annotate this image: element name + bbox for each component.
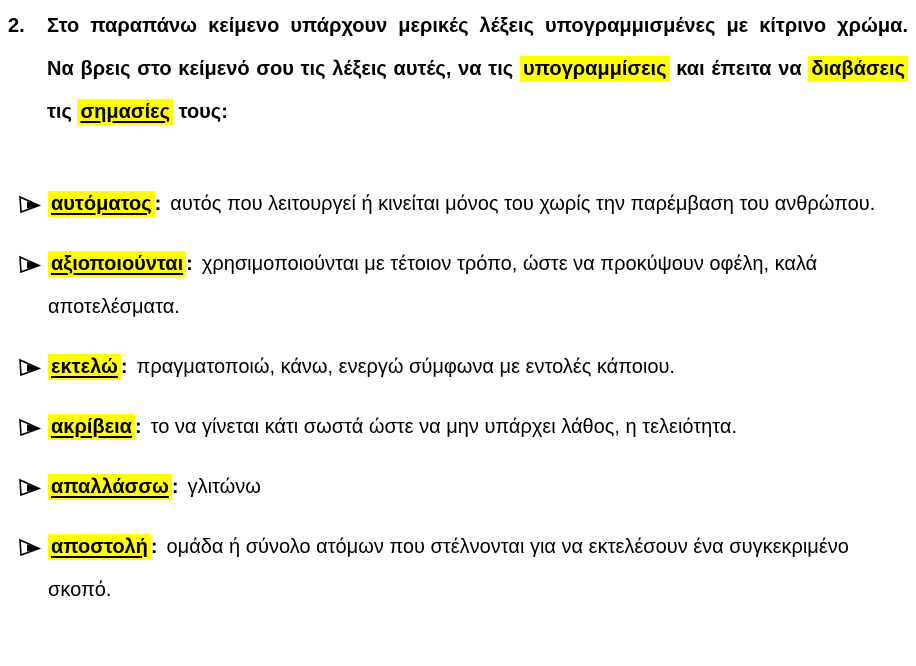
vocab-term: αποστολή bbox=[48, 534, 151, 560]
vocab-term: αξιοποιούνται bbox=[48, 251, 186, 277]
instruction-text: Να βρεις στο κείμενό σου τις λέξεις αυτές, να τις bbox=[47, 58, 520, 80]
exercise-heading bbox=[8, 5, 908, 134]
vocab-term: ακρίβεια bbox=[48, 414, 135, 440]
exercise-number: 2. bbox=[8, 15, 25, 37]
vocab-definition: χρησιμοποιούνται με τέτοιον τρόπο, ώστε να προκύψουν οφέλη, καλά αποτελέσματα. bbox=[48, 253, 818, 318]
exercise-instruction bbox=[47, 5, 908, 134]
arrowhead-right-icon bbox=[18, 255, 41, 275]
highlighted-word: υπογραμμίσεις bbox=[520, 56, 670, 82]
vocab-term: απαλλάσσω bbox=[48, 474, 172, 500]
list-item bbox=[8, 466, 908, 509]
highlighted-word: διαβάσεις bbox=[808, 56, 908, 82]
term-separator: : bbox=[150, 536, 158, 558]
instruction-text: τις bbox=[47, 101, 78, 123]
vocab-definition: πραγματοποιώ, κάνω, ενεργώ σύμφωνα με εντολές κάποιου. bbox=[136, 356, 675, 378]
vocab-definition: αυτός που λειτουργεί ή κινείται μόνος του χωρίς την παρέμβαση του ανθρώπου. bbox=[170, 193, 876, 215]
vocab-definition: το να γίνεται κάτι σωστά ώστε να μην υπάρχει λάθος, η τελειότητα. bbox=[150, 416, 737, 438]
list-item bbox=[8, 243, 908, 329]
term-separator: : bbox=[120, 356, 128, 378]
arrowhead-right-icon bbox=[18, 195, 41, 215]
arrowhead-right-icon bbox=[18, 358, 41, 378]
instruction-text: τους: bbox=[173, 101, 228, 123]
instruction-sentence-1: Στο παραπάνω κείμενο υπάρχουν μερικές λέξεις υπογραμμισμένες με κίτρινο χρώμα. bbox=[47, 15, 908, 37]
arrowhead-right-icon bbox=[18, 538, 41, 558]
list-item bbox=[8, 406, 908, 449]
vocab-definition: γλιτώνω bbox=[187, 476, 261, 498]
instruction-sentence-2 bbox=[47, 48, 908, 134]
vocab-term: αυτόματος bbox=[48, 191, 155, 217]
list-item bbox=[8, 526, 908, 612]
term-separator: : bbox=[134, 416, 142, 438]
term-separator: : bbox=[154, 193, 162, 215]
vocab-term: εκτελώ bbox=[48, 354, 121, 380]
term-separator: : bbox=[171, 476, 179, 498]
list-item bbox=[8, 183, 908, 226]
highlighted-word: σημασίες bbox=[77, 99, 173, 125]
list-item bbox=[8, 346, 908, 389]
term-separator: : bbox=[186, 253, 193, 275]
arrowhead-right-icon bbox=[18, 478, 41, 498]
instruction-text: και έπειτα να bbox=[669, 58, 809, 80]
vocab-definition: ομάδα ή σύνολο ατόμων που στέλνονται για να εκτελέσουν ένα συγκεκριμένο σκοπό. bbox=[48, 536, 849, 601]
vocabulary-list bbox=[8, 183, 908, 612]
arrowhead-right-icon bbox=[18, 418, 41, 438]
